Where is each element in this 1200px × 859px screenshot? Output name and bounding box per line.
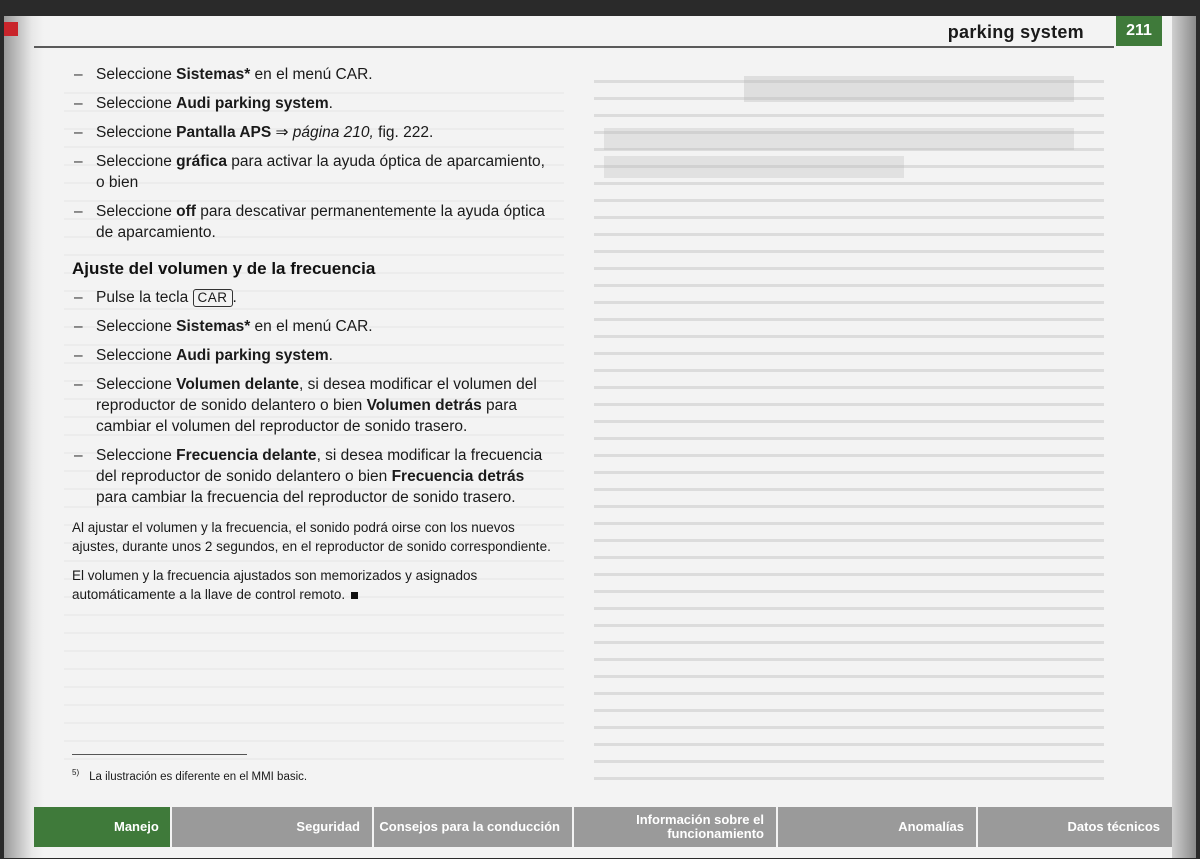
list-item: – Seleccione Audi parking system. <box>72 93 557 114</box>
page-number: 211 <box>1116 16 1162 46</box>
body-paragraph: El volumen y la frecuencia ajustados son memorizados y asignados automáticamente a la llave de control remoto. <box>72 568 478 602</box>
chapter-tabs <box>34 807 1172 847</box>
list-item: – Seleccione Pantalla APS ⇒ página 210, fig. 222. <box>72 122 557 143</box>
list-item: – Seleccione off para descativar permanentemente la ayuda óptica de aparcamiento. <box>72 201 557 243</box>
list-item: – Seleccione Sistemas* en el menú CAR. <box>72 316 557 337</box>
footnote: $^{5)}$ La ilustración es diferente en el MMI basic. <box>72 768 308 783</box>
section-heading: Ajuste del volumen y de la frecuencia <box>72 259 376 278</box>
list-item: – Pulse la tecla CAR . <box>72 287 557 308</box>
footnote-rule <box>72 754 247 755</box>
bleed-through-heading-3 <box>604 156 904 178</box>
list-item: – Seleccione Sistemas* en el menú CAR. <box>72 64 557 85</box>
page-edge <box>1172 16 1196 858</box>
car-key-symbol: CAR <box>193 289 233 307</box>
tab-consejos-conduccion[interactable]: Consejos para la conducción <box>374 807 574 847</box>
spine-shadow <box>4 16 44 858</box>
end-of-section-icon <box>351 592 358 599</box>
tab-seguridad[interactable]: Seguridad <box>172 807 374 847</box>
list-item: – Seleccione gráfica para activar la ayuda óptica de aparcamiento, o bien <box>72 151 557 193</box>
tab-anomalias[interactable]: Anomalías <box>778 807 978 847</box>
steps-list-volume <box>72 287 557 508</box>
bleed-through-heading-2 <box>604 128 1074 150</box>
tab-informacion-funcionamiento[interactable]: Información sobre el funcionamiento <box>574 807 778 847</box>
tab-manejo[interactable]: Manejo <box>34 807 172 847</box>
header-rule <box>34 46 1114 48</box>
manual-page <box>4 16 1196 858</box>
list-item: – Seleccione Frecuencia delante, si desea modificar la frecuencia del reproductor de sonido delantero o bien Frecuencia detrás para cambiar la frecuencia del reproductor de sonido trasero. <box>72 445 557 508</box>
list-item: – Seleccione Audi parking system. <box>72 345 557 366</box>
cross-ref-arrow: ⇒ <box>271 124 293 141</box>
bleed-through-heading <box>744 76 1074 102</box>
list-item: – Seleccione Volumen delante, si desea modificar el volumen del reproductor de sonido delantero o bien Volumen detrás para cambiar el volumen del reproductor de sonido trasero. <box>72 374 557 437</box>
page-corner-marker <box>4 22 18 36</box>
tab-datos-tecnicos[interactable]: Datos técnicos <box>978 807 1172 847</box>
running-header: parking system <box>947 22 1084 42</box>
main-column <box>72 64 557 604</box>
steps-list-display <box>72 64 557 243</box>
body-paragraph: Al ajustar el volumen y la frecuencia, el sonido podrá oirse con los nuevos ajustes, durante unos 2 segundos, en el reproductor de sonido correspondiente. <box>72 520 551 554</box>
page-reference: página 210, <box>292 124 374 141</box>
